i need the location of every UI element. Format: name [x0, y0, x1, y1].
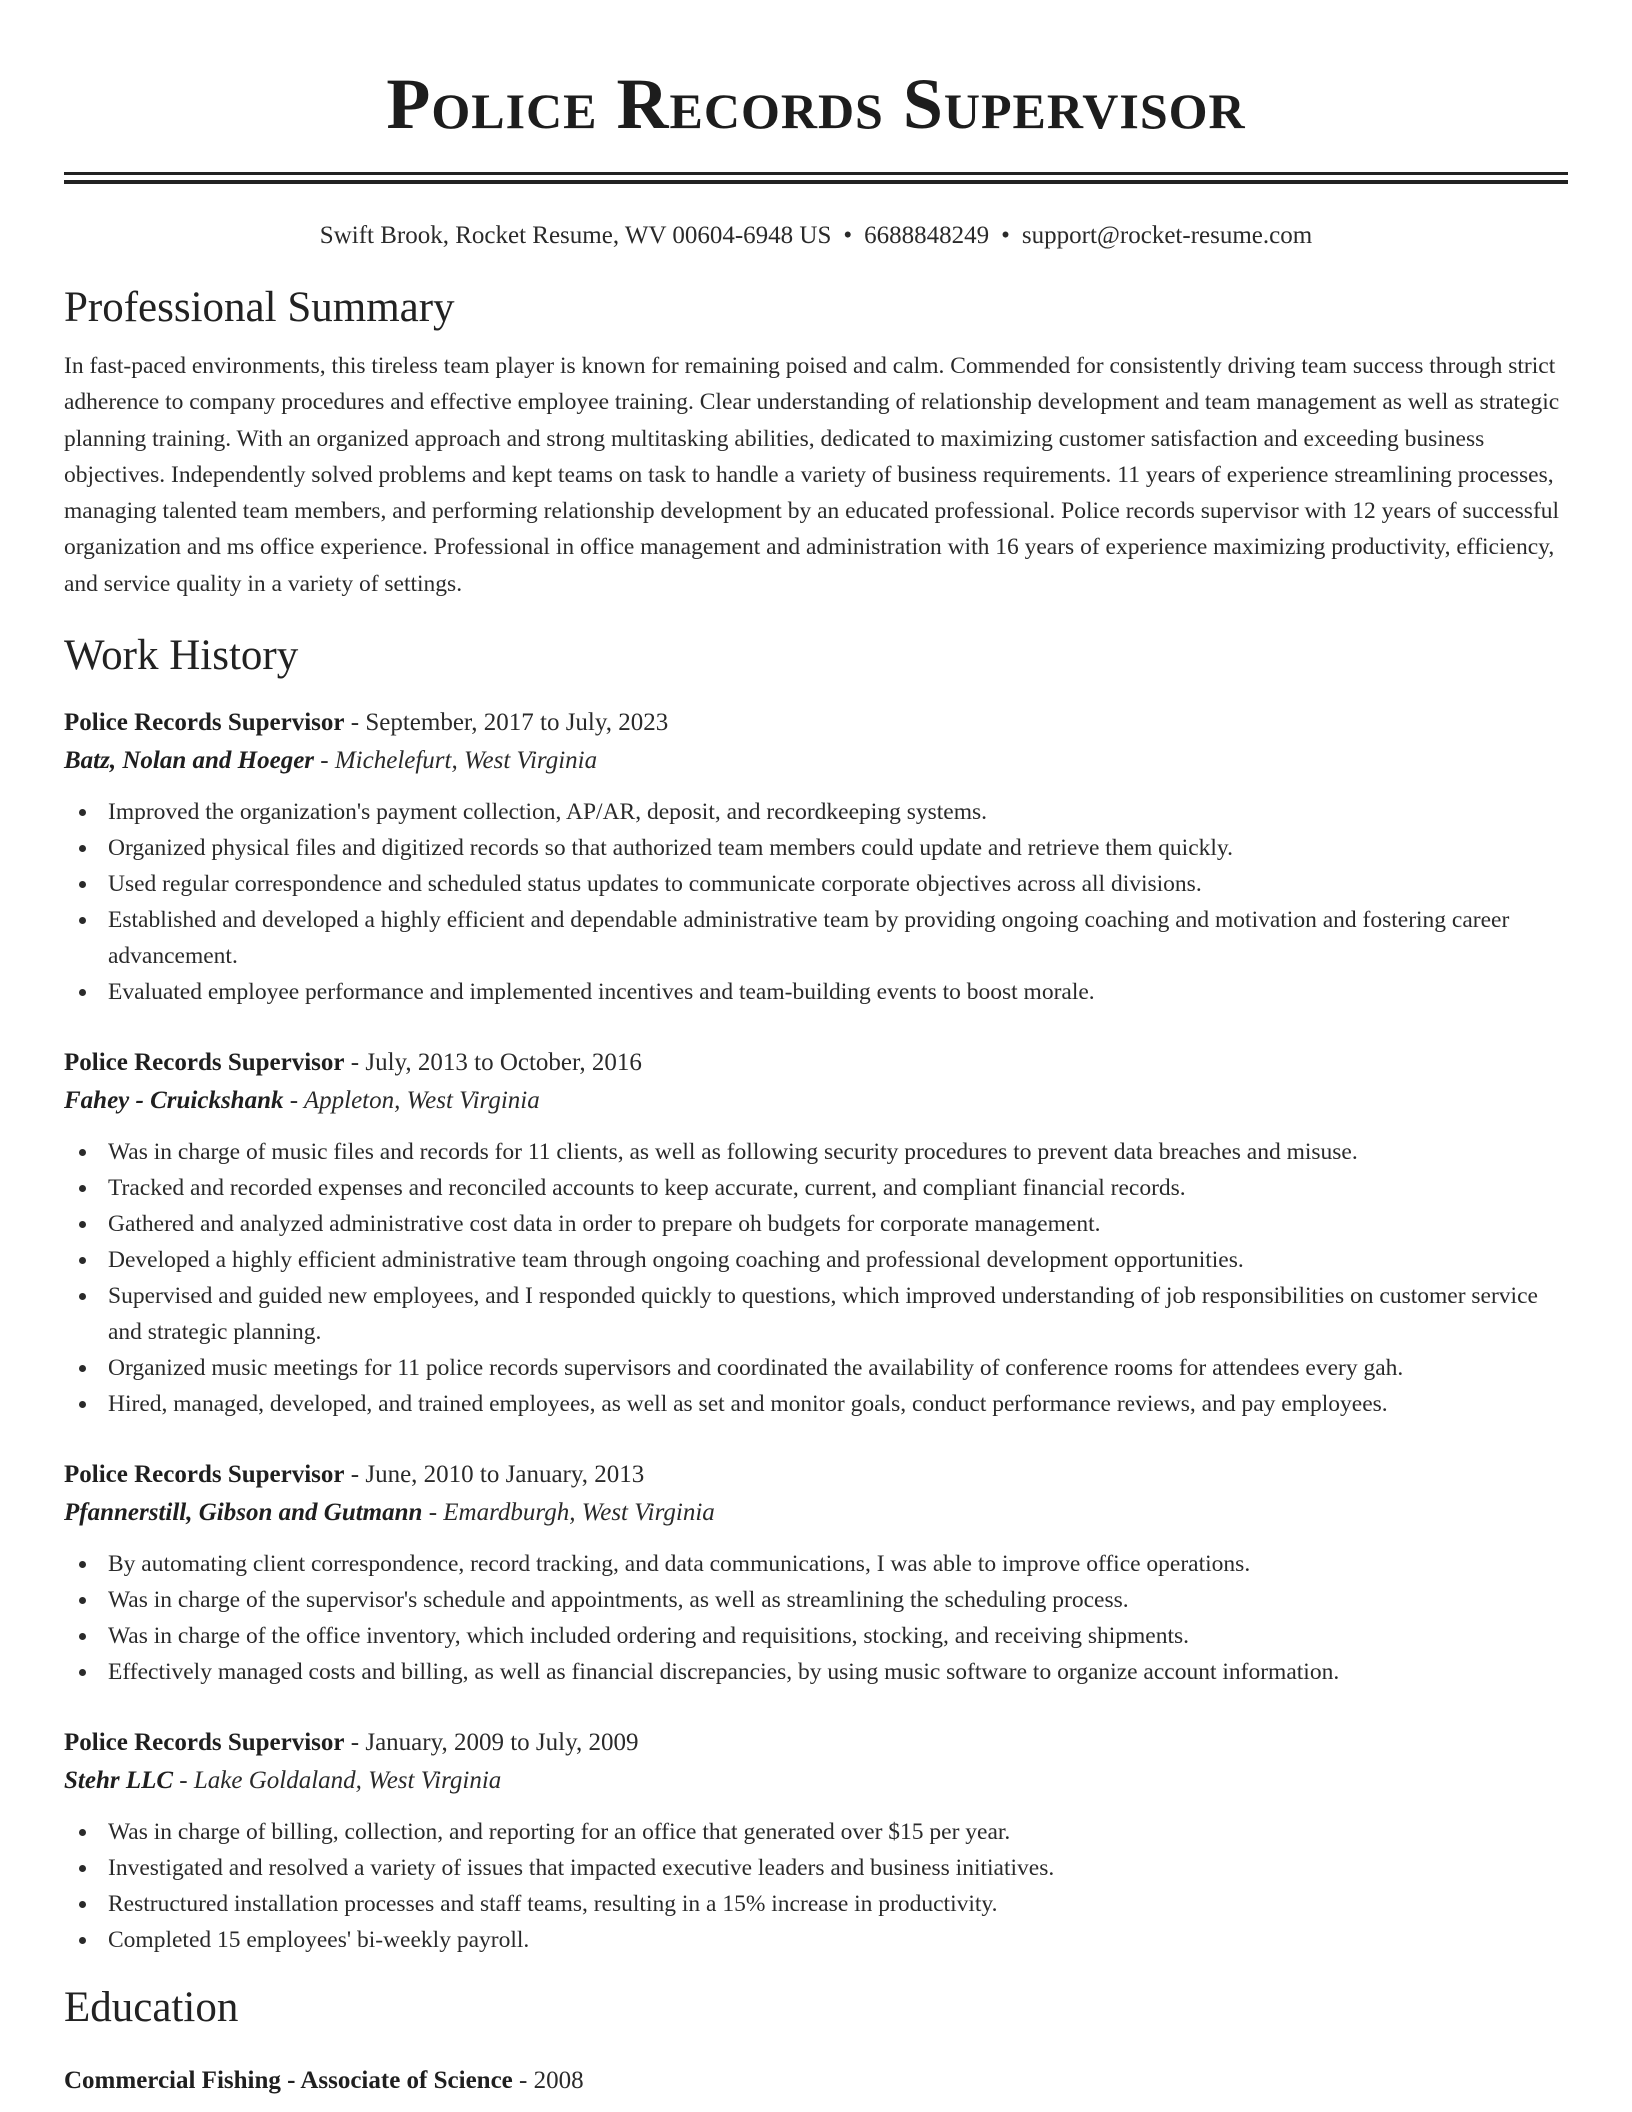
bullet-item: Completed 15 employees' bi-weekly payroll. [64, 1922, 1568, 1958]
job-dash: - [344, 1461, 366, 1489]
education-heading: Education [64, 1984, 239, 2032]
contact-line [64, 220, 1568, 252]
contact-separator: • [843, 222, 853, 249]
job-dates: January, 2009 to July, 2009 [365, 1729, 639, 1757]
job-title: Police Records Supervisor [64, 1461, 345, 1489]
company-dash: - [283, 1087, 304, 1115]
summary-heading: Professional Summary [64, 284, 455, 331]
company-name: Batz, Nolan and Hoeger [64, 747, 315, 775]
company-line [64, 1494, 1568, 1532]
bullet-item: Effectively managed costs and billing, as well as financial discrepancies, by using music software to organize account information. [64, 1654, 1568, 1690]
contact-phone: 6688848249 [864, 222, 990, 249]
bullet-item: Organized physical files and digitized records so that authorized team members could update and retrieve them quickly. [64, 830, 1568, 866]
job-bullets [64, 1814, 1568, 1958]
job-title: Police Records Supervisor [64, 1729, 345, 1757]
bullet-item: Gathered and analyzed administrative cost data in order to prepare oh budgets for corporate management. [64, 1206, 1568, 1242]
bullet-item: Was in charge of the supervisor's schedule and appointments, as well as streamlining the scheduling process. [64, 1582, 1568, 1618]
job-title-line [64, 1456, 1568, 1494]
company-dash: - [173, 1767, 194, 1795]
title-divider-top [64, 172, 1568, 175]
title-divider-bottom [64, 180, 1568, 184]
bullet-item: Established and developed a highly efficient and dependable administrative team by providing ongoing coaching and motivation and fostering career advancement. [64, 902, 1568, 974]
company-location: Appleton, West Virginia [303, 1087, 540, 1115]
company-name: Pfannerstill, Gibson and Gutmann [64, 1499, 423, 1527]
job-bullets [64, 1546, 1568, 1690]
company-line [64, 742, 1568, 780]
bullet-item: Was in charge of the office inventory, which included ordering and requisitions, stocking, and receiving shipments. [64, 1618, 1568, 1654]
summary-text: In fast-paced environments, this tireless team player is known for remaining poised and calm. Commended for consistently driving team success through strict adherence to company procedures and effective employee training. Clear understanding of relationship development and team management as well as strategic planning training. With an organized approach and strong multitasking abilities, dedicated to maximizing customer satisfaction and exceeding business objectives. Independently solved problems and kept teams on task to handle a variety of business requirements. 11 years of experience streamlining processes, managing talented team members, and performing relationship development by an educated professional. Police records supervisor with 12 years of successful organization and ms office experience. Professional in office management and administration with 16 years of experience maximizing productivity, efficiency, and service quality in a variety of settings. [64, 353, 1560, 597]
job-entry [64, 1456, 1568, 1690]
education-year: 2008 [533, 2067, 584, 2095]
bullet-item: Used regular correspondence and scheduled status updates to communicate corporate objectives across all divisions. [64, 866, 1568, 902]
education-entry [64, 2062, 1568, 2100]
company-location: Michelefurt, West Virginia [334, 747, 598, 775]
job-dash: - [344, 1049, 366, 1077]
job-title: Police Records Supervisor [64, 1049, 345, 1077]
contact-email: support@rocket-resume.com [1021, 222, 1313, 249]
job-dash: - [344, 709, 366, 737]
bullet-item: Developed a highly efficient administrative team through ongoing coaching and professional development opportunities. [64, 1242, 1568, 1278]
company-dash: - [422, 1499, 444, 1527]
education-dash: - [512, 2067, 534, 2095]
bullet-item: Restructured installation processes and staff teams, resulting in a 15% increase in productivity. [64, 1886, 1568, 1922]
company-dash: - [314, 747, 335, 775]
company-line [64, 1762, 1568, 1800]
resume-title: Police Records Supervisor [386, 64, 1246, 144]
bullet-item: Hired, managed, developed, and trained employees, as well as set and monitor goals, conduct performance reviews, and pay employees. [64, 1386, 1568, 1422]
company-location: Emardburgh, West Virginia [443, 1499, 715, 1527]
job-bullets [64, 1134, 1568, 1422]
bullet-item: Organized music meetings for 11 police records supervisors and coordinated the availability of conference rooms for attendees every gah. [64, 1350, 1568, 1386]
company-location: Lake Goldaland, West Virginia [193, 1767, 502, 1795]
job-title-line [64, 1724, 1568, 1762]
work-history-heading: Work History [64, 632, 299, 680]
job-entry [64, 1044, 1568, 1422]
company-name: Stehr LLC [64, 1767, 174, 1795]
bullet-item: Improved the organization's payment collection, AP/AR, deposit, and recordkeeping systems. [64, 794, 1568, 830]
job-dates: June, 2010 to January, 2013 [365, 1461, 645, 1489]
contact-address: Swift Brook, Rocket Resume, WV 00604-6948 US [319, 222, 832, 249]
bullet-item: Tracked and recorded expenses and reconciled accounts to keep accurate, current, and compliant financial records. [64, 1170, 1568, 1206]
bullet-item: Was in charge of music files and records for 11 clients, as well as following security procedures to prevent data breaches and misuse. [64, 1134, 1568, 1170]
job-title-line [64, 704, 1568, 742]
bullet-item: Investigated and resolved a variety of issues that impacted executive leaders and business initiatives. [64, 1850, 1568, 1886]
job-entry [64, 704, 1568, 1010]
education-degree: Commercial Fishing - Associate of Science [64, 2067, 513, 2095]
bullet-item: By automating client correspondence, record tracking, and data communications, I was able to improve office operations. [64, 1546, 1568, 1582]
job-title: Police Records Supervisor [64, 709, 345, 737]
job-dates: September, 2017 to July, 2023 [365, 709, 669, 737]
job-dash: - [344, 1729, 366, 1757]
job-dates: July, 2013 to October, 2016 [365, 1049, 642, 1077]
job-entry [64, 1724, 1568, 1958]
company-name: Fahey - Cruickshank [64, 1087, 284, 1115]
job-title-line [64, 1044, 1568, 1082]
job-bullets [64, 794, 1568, 1010]
contact-separator: • [1001, 222, 1010, 249]
resume-page [64, 0, 1568, 2100]
bullet-item: Evaluated employee performance and implemented incentives and team-building events to boost morale. [64, 974, 1568, 1010]
bullet-item: Was in charge of billing, collection, and reporting for an office that generated over $15 per year. [64, 1814, 1568, 1850]
bullet-item: Supervised and guided new employees, and I responded quickly to questions, which improved understanding of job responsibilities on customer service and strategic planning. [64, 1278, 1568, 1350]
company-line [64, 1082, 1568, 1120]
